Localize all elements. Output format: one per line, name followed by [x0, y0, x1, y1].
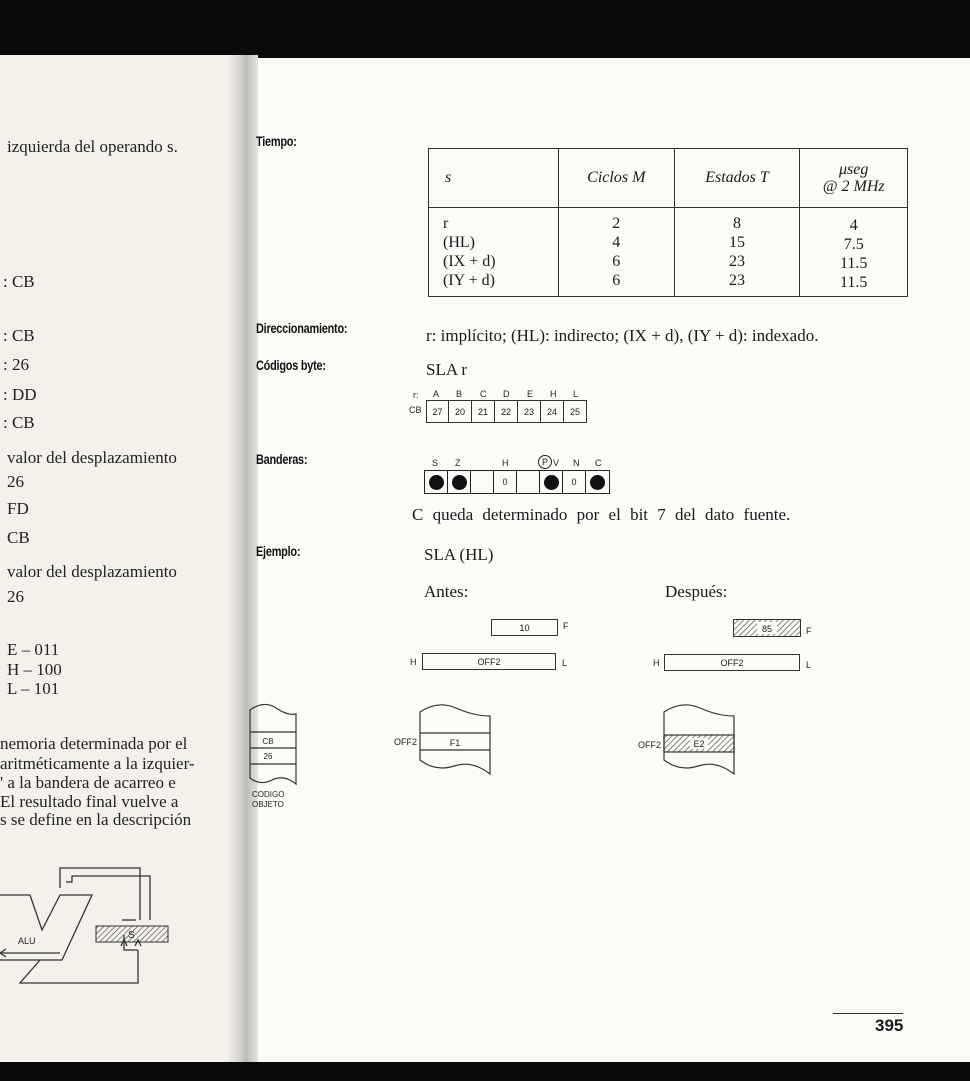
left-line: L – 101 [7, 679, 60, 698]
flag-register [424, 470, 610, 494]
header-s: s [429, 149, 559, 208]
cell-t: 15 [729, 234, 746, 251]
affected-dot-icon [544, 475, 559, 490]
cell-m: 6 [612, 272, 621, 289]
flag-cell-s [425, 471, 448, 493]
mem-before-value: F1 [449, 738, 461, 748]
object-code-caption: OBJETO [252, 800, 284, 809]
left-line: 26 [7, 472, 24, 491]
affected-dot-icon [590, 475, 605, 490]
timing-table [428, 148, 908, 297]
cb-prefix: CB [409, 405, 422, 415]
flag-cell-c [586, 471, 609, 493]
cell-m: 6 [612, 253, 621, 270]
left-line: CB [7, 528, 30, 547]
cell-us: 7.5 [843, 236, 864, 253]
flag-name: C [595, 458, 602, 468]
cell-m: 2 [612, 215, 621, 232]
page-number-rule [833, 1013, 903, 1014]
flag-cell-pv [540, 471, 563, 493]
scan-top-border [0, 0, 970, 60]
hl-register-before: OFF2 [422, 653, 556, 670]
opcode-cell: 22 [495, 400, 518, 423]
left-line: El resultado final vuelve a [0, 792, 179, 811]
left-line: : DD [3, 385, 37, 404]
cell-t: 8 [733, 215, 742, 232]
page-number: 395 [875, 1016, 904, 1035]
memory-before [418, 700, 494, 776]
opcode-cell: 21 [472, 400, 495, 423]
cell-m: 4 [612, 234, 621, 251]
f-register-after [733, 619, 803, 638]
flag-name-circled: P [538, 455, 552, 469]
reg-name: H [550, 389, 557, 399]
h-label: H [410, 657, 417, 667]
left-line: : 26 [3, 355, 29, 374]
alu-label: ALU [18, 936, 36, 946]
left-line: : CB [3, 326, 35, 345]
mem-address-label: OFF2 [638, 740, 662, 750]
header-estados-t: Estados T [674, 149, 800, 208]
flag-cell-unused [517, 471, 540, 493]
left-line: valor del desplazamiento [7, 448, 177, 467]
opcode-cell: 27 [426, 400, 449, 423]
label-codigos-byte: Códigos byte: [256, 357, 326, 373]
left-line: FD [7, 499, 29, 518]
col-useg-values [800, 208, 908, 297]
cell-us: 11.5 [839, 274, 868, 291]
reg-name: L [573, 389, 579, 399]
flag-name: Z [455, 458, 461, 468]
after-label: Después: [665, 582, 728, 601]
cell-s: (IY + d) [443, 272, 495, 289]
f-label: F [806, 626, 812, 636]
addressing-text: r: implícito; (HL): indirecto; (IX + d), (IY + d): indexado. [426, 326, 819, 345]
flag-name: H [502, 458, 509, 468]
flag-name: N [573, 458, 580, 468]
object-code-memory [246, 700, 300, 790]
flag-cell-unused [471, 471, 494, 493]
left-line: aritméticamente a la izquier- [0, 754, 195, 773]
reg-name: A [433, 389, 440, 399]
object-byte: CB [262, 737, 274, 746]
left-line: ' a la bandera de acarreo e [0, 773, 176, 792]
header-useg-clock: @ 2 MHz [822, 178, 885, 195]
l-label: L [806, 660, 812, 670]
opcode-cell: 23 [518, 400, 541, 423]
alu-shape [0, 895, 92, 960]
memory-after [662, 700, 738, 776]
left-line: : CB [3, 272, 35, 291]
label-ejemplo: Ejemplo: [256, 543, 301, 559]
cell-t: 23 [729, 272, 746, 289]
mem-after-value: E2 [693, 739, 705, 749]
cell-s: (HL) [443, 234, 475, 251]
header-ciclos-m: Ciclos M [558, 149, 674, 208]
flag-cell-z [448, 471, 471, 493]
left-line: izquierda del operando s. [7, 137, 178, 156]
left-line: H – 100 [7, 660, 62, 679]
left-line: valor del desplazamiento [7, 562, 177, 581]
left-line: : CB [3, 413, 35, 432]
reg-name: D [503, 389, 510, 399]
object-code-caption: CODIGO [252, 790, 285, 799]
opcode-cell: 20 [449, 400, 472, 423]
f-label: F [563, 621, 569, 631]
reg-name: E [527, 389, 534, 399]
label-direccionamiento: Direccionamiento: [256, 320, 348, 336]
flag-name: V [553, 458, 560, 468]
opcode-cell: 25 [564, 400, 587, 423]
cell-t: 23 [729, 253, 746, 270]
byte-code-mnemonic: SLA r [426, 360, 468, 379]
hl-register-after: OFF2 [664, 654, 800, 671]
opcode-cell: 24 [541, 400, 564, 423]
affected-dot-icon [452, 475, 467, 490]
flags-note: C queda determinado por el bit 7 del dato fuente. [412, 505, 791, 524]
left-line: E – 011 [7, 640, 60, 659]
cell-s: r [443, 215, 449, 232]
flag-cell-h: 0 [494, 471, 517, 493]
cell-us: 11.5 [839, 255, 868, 272]
alu-shift-diagram [0, 860, 230, 990]
affected-dot-icon [429, 475, 444, 490]
f-register-before: 10 [491, 619, 558, 636]
h-label: H [653, 658, 660, 668]
register-s-label: S [128, 930, 135, 941]
before-label: Antes: [424, 582, 469, 601]
left-line: 26 [7, 587, 24, 606]
label-banderas: Banderas: [256, 451, 308, 467]
cell-s: (IX + d) [443, 253, 496, 270]
cell-us: 4 [849, 217, 858, 234]
col-ciclos-values [558, 208, 674, 297]
mem-address-label: OFF2 [394, 737, 418, 747]
reg-name: C [480, 389, 487, 399]
f-after-value: 85 [761, 624, 773, 634]
scan-bottom-border [0, 1062, 970, 1081]
label-tiempo: Tiempo: [256, 133, 297, 149]
opcode-row [426, 400, 587, 423]
header-useg-unit: μseg [839, 161, 869, 178]
col-estados-values [674, 208, 800, 297]
left-line: nemoria determinada por el [0, 734, 188, 753]
left-line: s se define en la descripción [0, 810, 192, 829]
flag-cell-n: 0 [563, 471, 586, 493]
example-mnemonic: SLA (HL) [424, 545, 494, 564]
col-s-values [429, 208, 559, 297]
reg-name: B [456, 389, 463, 399]
flag-name: S [432, 458, 439, 468]
object-byte: 26 [263, 752, 273, 761]
book-gutter [228, 55, 258, 1065]
l-label: L [562, 658, 568, 668]
reg-prefix: r: [413, 390, 419, 400]
header-useg [800, 149, 908, 208]
